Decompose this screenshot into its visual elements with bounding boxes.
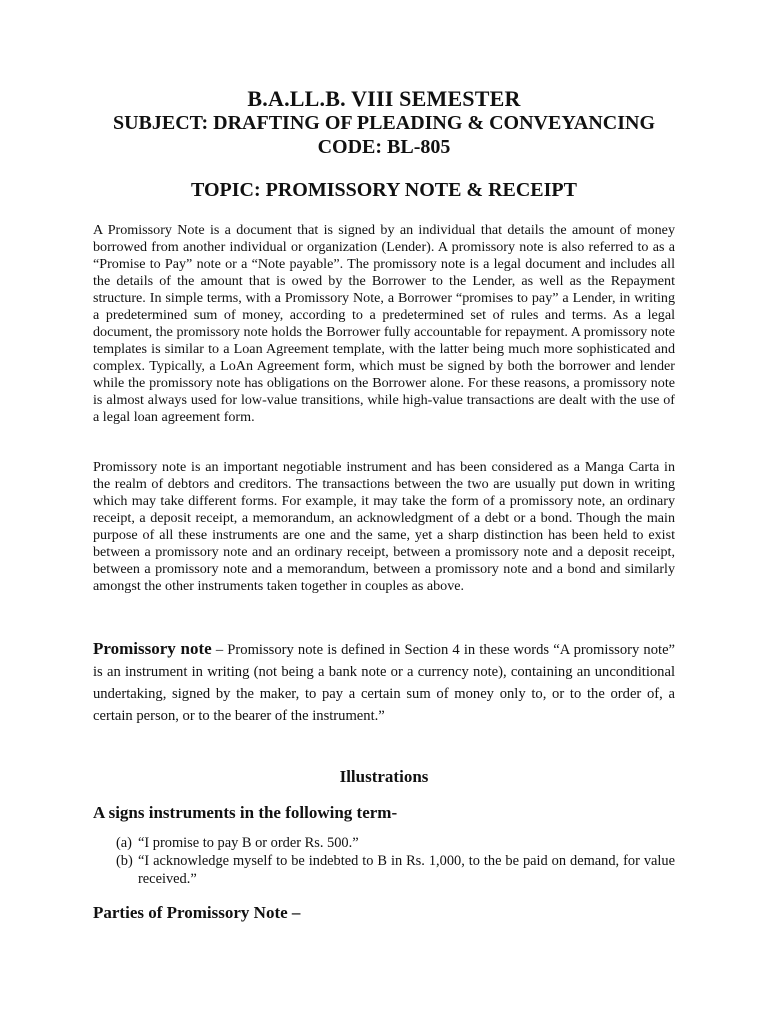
definition-text: Promissory note is defined in Section 4 in these words “A promissory note” is an instrument in writing (not being a bank note or a currency note), containing an unconditional undertaking, signed by the maker, to pay a certain sum of money only to, or to the order of, a certain person, or to the bearer of the instrument.” [93, 642, 676, 724]
signs-heading: A signs instruments in the following term- [93, 803, 398, 822]
intro-paragraph: A Promissory Note is a document that is signed by an individual that details the amount of money borrowed from another individual or organization (Lender). A promissory note is also referred to as a “Promise to Pay” note or a “Note payable”. The promissory note is a legal document and includes all the details of the amount that is owed by the Borrower to the Lender, as well as the Repayment structure. In simple terms, with a Promissory Note, a Borrower “promises to pay” a Lender, in writing a predetermined sum of money, according to a predetermined set of rules and terms. As a legal document, the promissory note holds the Borrower fully accountable for repayment. A promissory note templates is similar to a Loan Agreement template, with the latter being much more sophisticated and complex. Typically, a LoAn Agreement form, which must be signed by both the borrower and lender while the promissory note has obligations on the Borrower alone. For these reasons, a promissory note is almost always used for low-value transitions, while high-value transactions are dealt with the use of a legal loan agreement form. [93, 222, 675, 425]
list-item [116, 834, 675, 852]
list-item-text: “I promise to pay B or order Rs. 500.” [138, 835, 359, 851]
negotiable-instrument-paragraph: Promissory note is an important negotiable instrument and has been considered as a Manga Carta in the realm of debtors and creditors. The transactions between the two are usually put down in writing which may take different forms. For example, it may take the form of a promissory note, an ordinary receipt, a deposit receipt, a memorandum, an acknowledgment of a debt or a bond. Though the main purpose of all these instruments are one and the same, yet a sharp distinction has been held to exist between a promissory note and an ordinary receipt, between a promissory note and a deposit receipt, between a promissory note and a memorandum, between a promissory note and a bond and similarly amongst the other instruments taken together in couples as above. [93, 459, 675, 594]
subject-heading: SUBJECT: DRAFTING OF PLEADING & CONVEYANCING [112, 112, 656, 134]
list-item-text: “I acknowledge myself to be indebted to B in Rs. 1,000, to the be paid on demand, for value received.” [138, 853, 675, 887]
course-code: CODE: BL-805 [317, 136, 451, 158]
definition-paragraph [93, 638, 675, 727]
illustrations-heading: Illustrations [339, 767, 429, 786]
definition-dash: – [211, 642, 228, 658]
illustrations-list [116, 834, 675, 888]
list-item [116, 852, 675, 888]
parties-heading: Parties of Promissory Note – [93, 903, 301, 922]
document-title: B.A.LL.B. VIII SEMESTER [247, 86, 521, 111]
list-item-marker: (a) [116, 835, 132, 851]
list-item-marker: (b) [116, 853, 133, 869]
definition-term: Promissory note [93, 639, 212, 658]
topic-heading: TOPIC: PROMISSORY NOTE & RECEIPT [190, 179, 577, 201]
